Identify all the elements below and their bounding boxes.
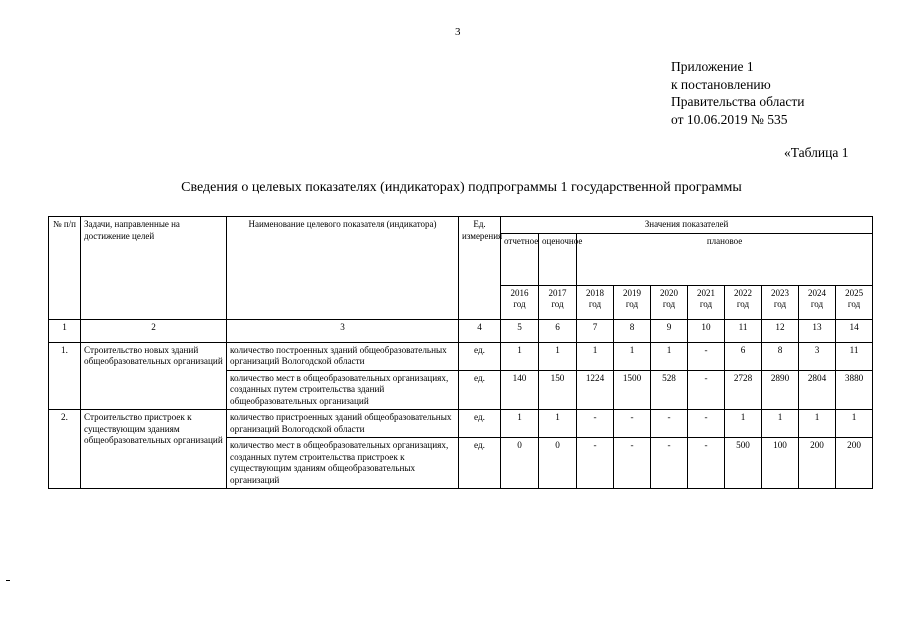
row-value: - <box>688 342 725 370</box>
row-value: 1 <box>539 342 577 370</box>
row-value: - <box>688 410 725 438</box>
column-number: 11 <box>725 319 762 342</box>
header-year: 2025 год <box>836 285 873 319</box>
appendix-line: от 10.06.2019 № 535 <box>671 111 788 127</box>
row-unit: ед. <box>459 438 501 489</box>
row-unit: ед. <box>459 342 501 370</box>
row-value: - <box>614 410 651 438</box>
row-value: - <box>577 410 614 438</box>
header-year: 2024 год <box>799 285 836 319</box>
row-value: 500 <box>725 438 762 489</box>
row-indicator: количество построенных зданий общеобразовательных организаций Вологодской области <box>227 342 459 370</box>
table-row <box>49 410 873 438</box>
column-number: 2 <box>81 319 227 342</box>
appendix-line: к постановлению <box>671 76 771 92</box>
column-number: 3 <box>227 319 459 342</box>
header-year: 2017 год <box>539 285 577 319</box>
row-value: 0 <box>501 438 539 489</box>
row-value: 1 <box>651 342 688 370</box>
column-number: 13 <box>799 319 836 342</box>
header-task: Задачи, направленные на достижение целей <box>81 217 227 320</box>
row-value: 1 <box>539 410 577 438</box>
header-indicator: Наименование целевого показателя (индикатора) <box>227 217 459 320</box>
appendix-line: Правительства области <box>671 94 805 109</box>
row-unit: ед. <box>459 370 501 410</box>
header-planned: плановое <box>577 233 873 285</box>
row-task: Строительство пристроек к существующим зданиям общеобразовательных организаций <box>81 410 227 489</box>
row-value: 200 <box>799 438 836 489</box>
row-value: 11 <box>836 342 873 370</box>
header-year: 2023 год <box>762 285 799 319</box>
row-number: 1. <box>49 342 81 410</box>
row-value: 1 <box>577 342 614 370</box>
column-number: 1 <box>49 319 81 342</box>
row-value: 3880 <box>836 370 873 410</box>
row-value: - <box>577 438 614 489</box>
row-value: 1224 <box>577 370 614 410</box>
scan-edge-mark <box>6 580 10 581</box>
column-number: 8 <box>614 319 651 342</box>
row-value: 200 <box>836 438 873 489</box>
row-value: 528 <box>651 370 688 410</box>
table-row <box>49 342 873 370</box>
row-value: 1 <box>725 410 762 438</box>
row-value: 1 <box>799 410 836 438</box>
appendix-block <box>671 58 804 128</box>
row-value: 1 <box>614 342 651 370</box>
row-value: - <box>614 438 651 489</box>
row-unit: ед. <box>459 410 501 438</box>
row-value: 1 <box>762 410 799 438</box>
row-value: 100 <box>762 438 799 489</box>
header-values: Значения показателей <box>501 217 873 234</box>
header-year: 2016 год <box>501 285 539 319</box>
row-value: 2728 <box>725 370 762 410</box>
row-value: - <box>651 438 688 489</box>
header-year: 2019 год <box>614 285 651 319</box>
row-value: 1500 <box>614 370 651 410</box>
column-number: 6 <box>539 319 577 342</box>
column-number: 4 <box>459 319 501 342</box>
column-number: 9 <box>651 319 688 342</box>
row-value: - <box>688 370 725 410</box>
header-year: 2021 год <box>688 285 725 319</box>
column-number: 7 <box>577 319 614 342</box>
row-indicator: количество мест в общеобразовательных организациях, созданных путем строительства зданий общеобразовательных организаций <box>227 370 459 410</box>
header-unit: Ед. измерения <box>459 217 501 320</box>
row-value: 1 <box>501 342 539 370</box>
header-estimated: оценочное <box>539 233 577 285</box>
header-year: 2020 год <box>651 285 688 319</box>
table-label: «Таблица 1 <box>784 145 849 160</box>
appendix-line: Приложение 1 <box>671 59 754 74</box>
row-value: 0 <box>539 438 577 489</box>
row-value: 8 <box>762 342 799 370</box>
document-title: Сведения о целевых показателях (индикаторах) подпрограммы 1 государственной программы <box>181 180 742 195</box>
row-value: - <box>651 410 688 438</box>
header-reported: отчетное <box>501 233 539 285</box>
row-indicator: количество мест в общеобразовательных организациях, созданных путем строительства пристроек к существующим зданиям общеобразовательных организаций <box>227 438 459 489</box>
header-year: 2022 год <box>725 285 762 319</box>
column-number: 10 <box>688 319 725 342</box>
row-indicator: количество пристроенных зданий общеобразовательных организаций Вологодской области <box>227 410 459 438</box>
column-number: 5 <box>501 319 539 342</box>
row-value: 6 <box>725 342 762 370</box>
row-value: - <box>688 438 725 489</box>
row-value: 150 <box>539 370 577 410</box>
row-number: 2. <box>49 410 81 489</box>
page-number: 3 <box>455 26 461 38</box>
row-task: Строительство новых зданий общеобразовательных организаций <box>81 342 227 410</box>
row-value: 2890 <box>762 370 799 410</box>
row-value: 1 <box>836 410 873 438</box>
indicators-table <box>48 216 873 489</box>
row-value: 2804 <box>799 370 836 410</box>
row-value: 140 <box>501 370 539 410</box>
header-year: 2018 год <box>577 285 614 319</box>
column-number: 14 <box>836 319 873 342</box>
header-num: № п/п <box>49 217 81 320</box>
column-number: 12 <box>762 319 799 342</box>
row-value: 3 <box>799 342 836 370</box>
row-value: 1 <box>501 410 539 438</box>
